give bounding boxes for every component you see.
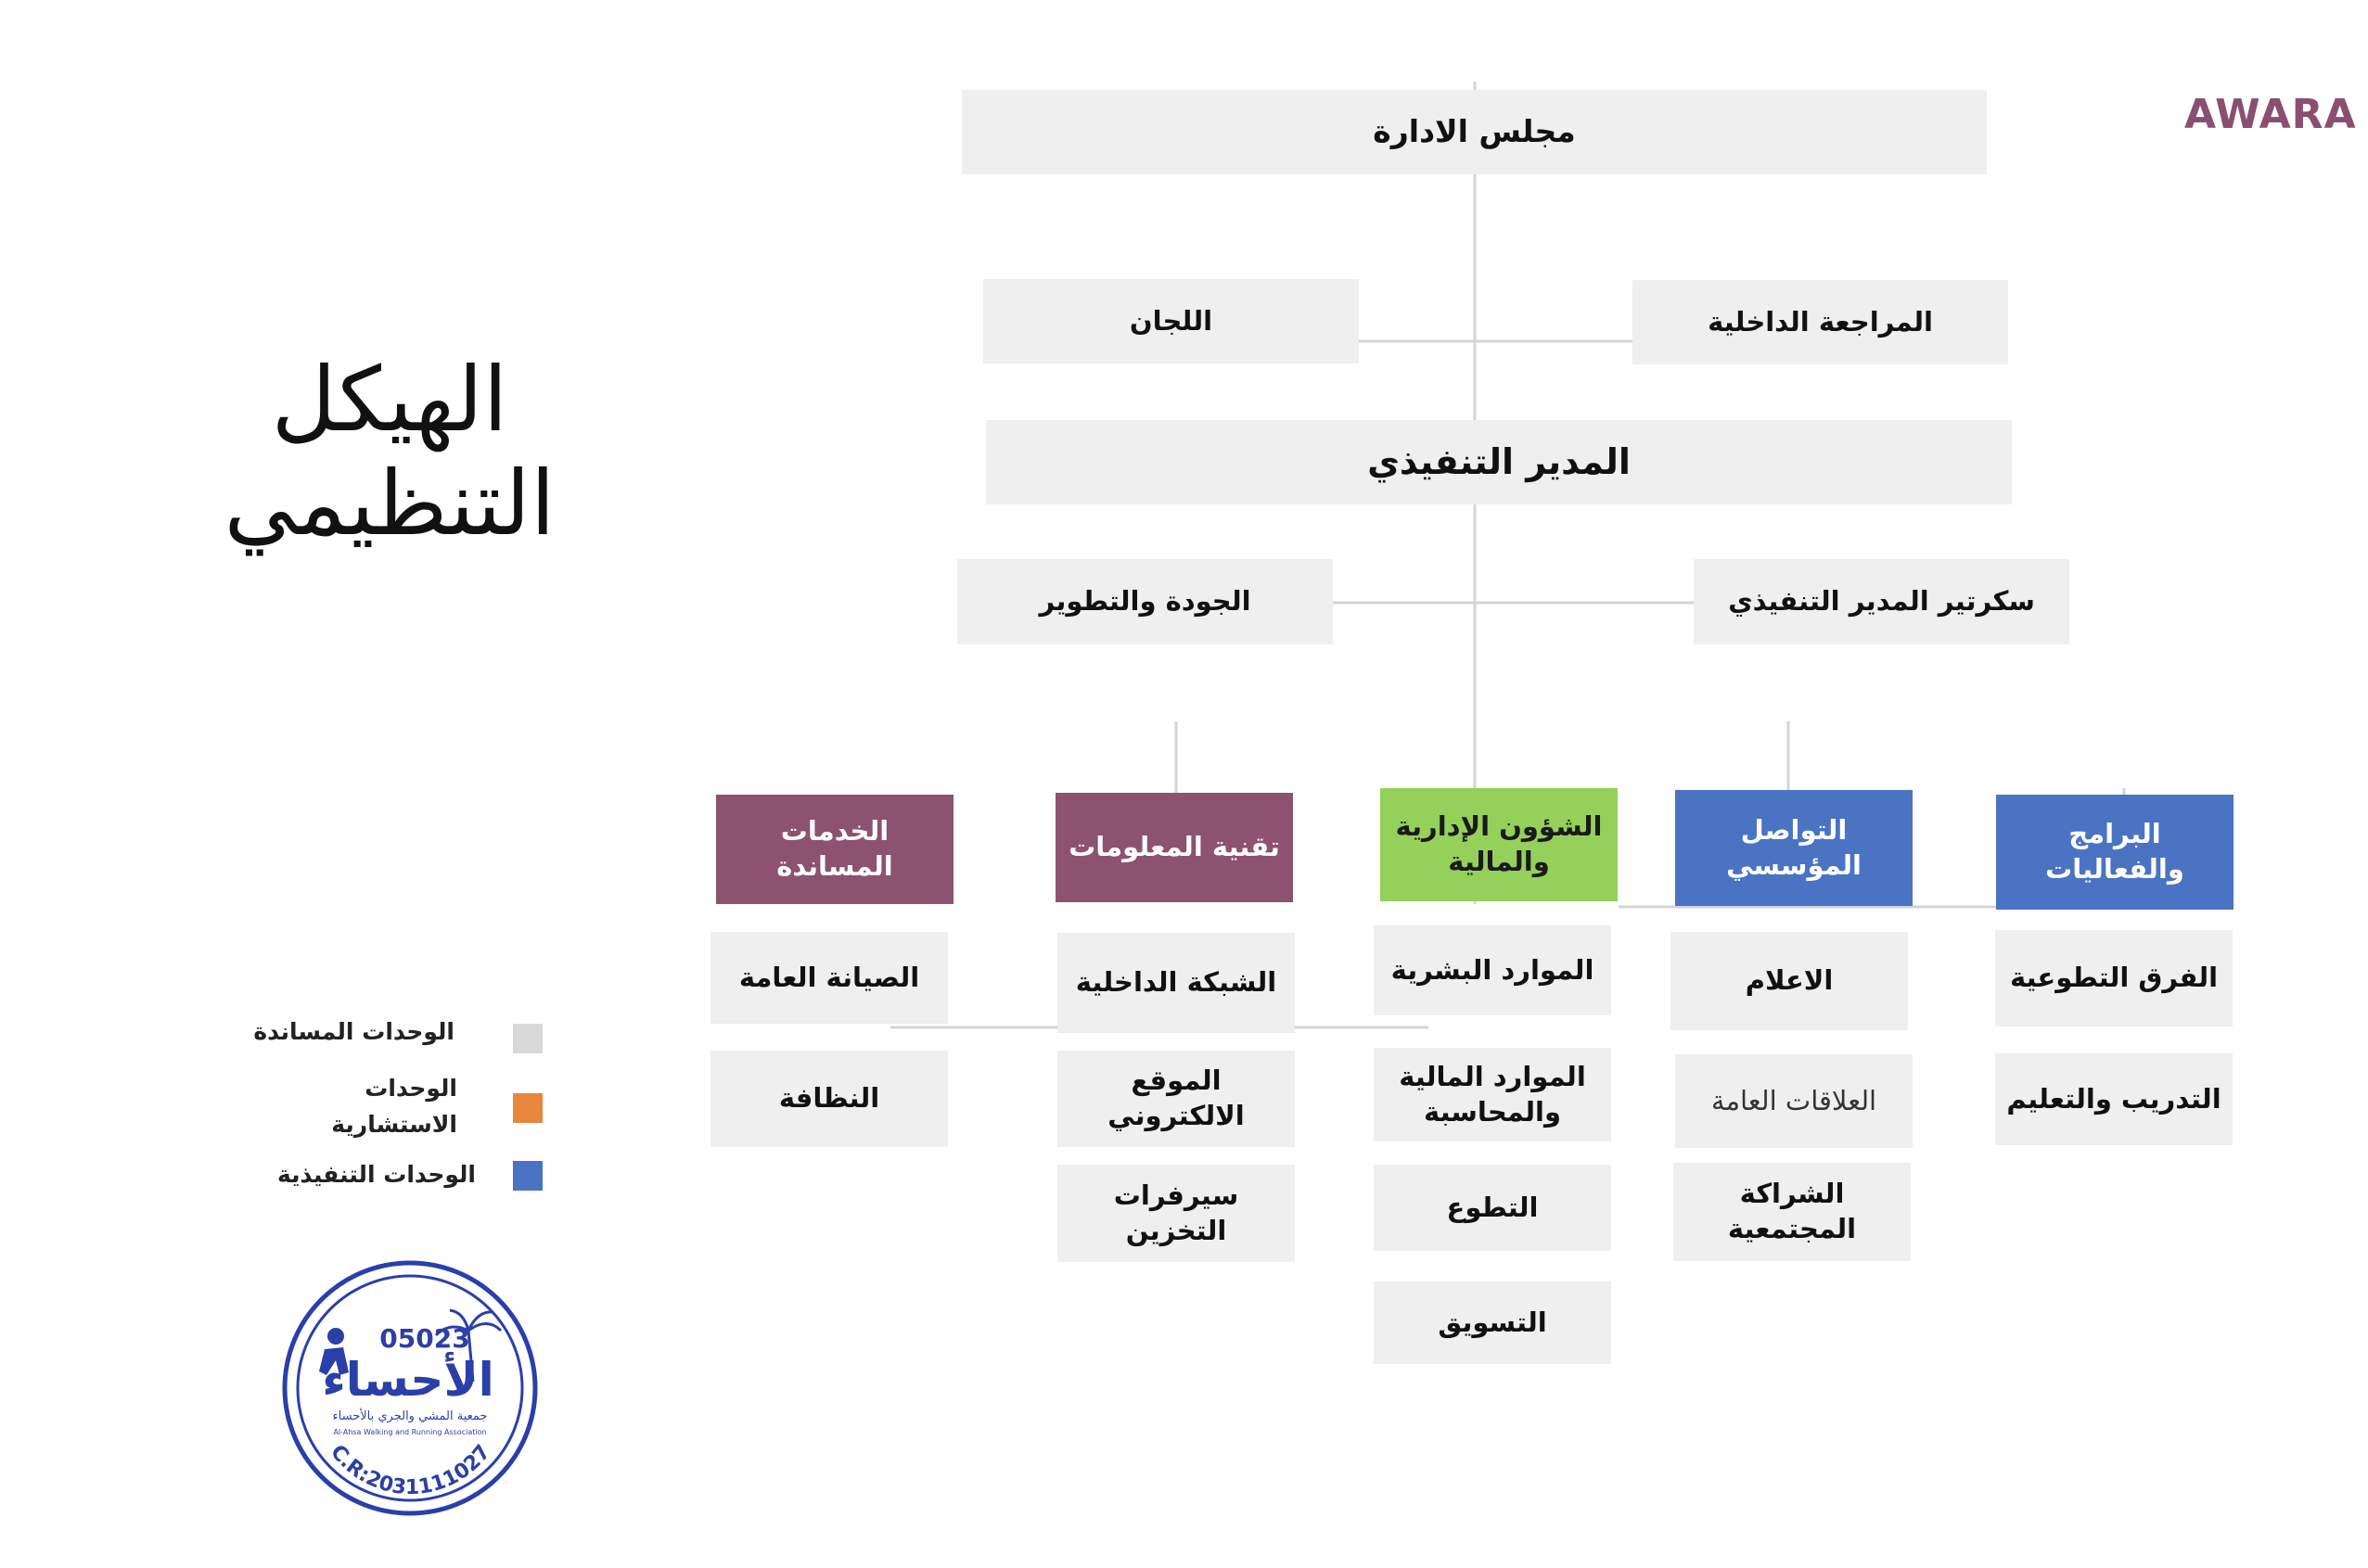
- unit-storage-servers: سيرفرات التخزين: [1057, 1165, 1295, 1262]
- page-title: الهيكل التنظيمي: [224, 348, 556, 555]
- legend-swatch-executive: [513, 1161, 543, 1191]
- internal-audit-box: المراجعة الداخلية: [1632, 280, 2008, 364]
- seal-cr-number: C.R:2031111027: [325, 1440, 495, 1500]
- quality-box: الجودة والتطوير: [957, 559, 1333, 644]
- department-header-corporate-communication: التواصل المؤسسي: [1675, 790, 1913, 906]
- seal-subtitle: جمعية المشي والجري بالأحساء: [332, 1409, 488, 1423]
- secretary-box: سكرتير المدير التنفيذي: [1694, 559, 2069, 644]
- department-header-it: تقنية المعلومات: [1056, 793, 1293, 902]
- unit-cleaning: النظافة: [710, 1051, 948, 1147]
- executive-director-box: المدير التنفيذي: [986, 420, 2012, 504]
- legend-label-executive: الوحدات التنفيذية: [276, 1161, 476, 1188]
- unit-training-education: التدريب والتعليم: [1995, 1053, 2233, 1145]
- legend-label-advisory: الوحدات الاستشارية: [331, 1075, 457, 1138]
- unit-public-relations: العلاقات العامة: [1675, 1054, 1913, 1148]
- unit-finance-accounting: الموارد المالية والمحاسبة: [1374, 1048, 1611, 1141]
- unit-volunteer-teams: الفرق التطوعية: [1995, 930, 2233, 1026]
- legend-swatch-advisory: [513, 1093, 543, 1123]
- unit-website: الموقع الالكتروني: [1057, 1051, 1295, 1147]
- seal-number: 05023: [379, 1323, 470, 1354]
- department-header-programs-events: البرامج والفعاليات: [1996, 795, 2234, 910]
- unit-marketing: التسويق: [1374, 1281, 1611, 1364]
- legend-label-support: الوحدات المساندة: [253, 1018, 454, 1045]
- seal-subtitle-en: Al-Ahsa Walking and Running Association: [333, 1428, 487, 1436]
- board-box: مجلس الادارة: [962, 90, 1987, 174]
- department-header-admin-finance: الشؤون الإدارية والمالية: [1380, 788, 1618, 901]
- unit-general-maintenance: الصيانة العامة: [710, 932, 948, 1024]
- unit-community-partnership: الشراكة المجتمعية: [1673, 1163, 1911, 1261]
- unit-volunteering: التطوع: [1374, 1165, 1611, 1251]
- unit-human-resources: الموارد البشرية: [1374, 925, 1611, 1015]
- unit-internal-network: الشبكة الداخلية: [1057, 933, 1295, 1033]
- legend-swatch-support: [513, 1024, 543, 1053]
- brand-logo-text: AWARA: [2184, 91, 2357, 138]
- association-seal-stamp: [278, 1256, 543, 1521]
- department-header-support-services: الخدمات المساندة: [716, 795, 954, 904]
- seal-name: الأحساء: [322, 1353, 494, 1407]
- committees-box: اللجان: [983, 279, 1359, 363]
- unit-media: الاعلام: [1670, 932, 1908, 1030]
